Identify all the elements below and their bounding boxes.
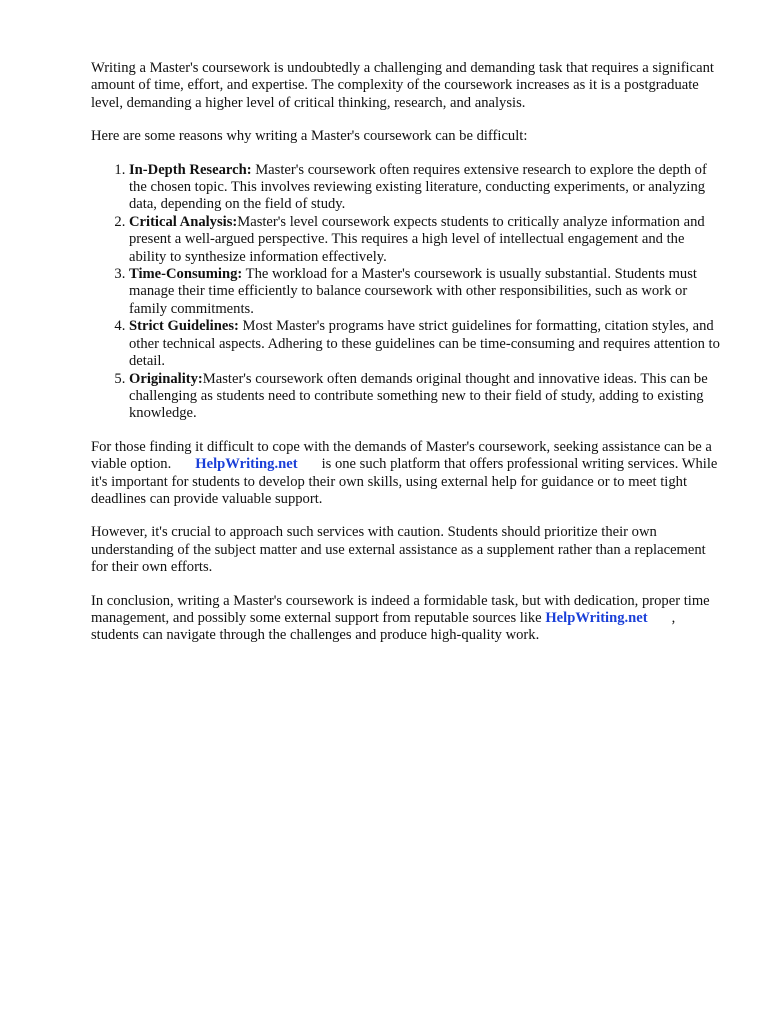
conclusion-paragraph [91,593,721,645]
document-page [91,60,721,661]
list-item [129,318,721,370]
list-item-term: Strict Guidelines: [129,318,239,335]
conclusion-text-before: In conclusion, writing a Master's coursework is indeed a formidable task, but with dedication, proper time management, and possibly some external support from reputable sources like [91,592,710,626]
reasons-lead-paragraph: Here are some reasons why writing a Master's coursework can be difficult: [91,128,528,145]
assistance-text-before: For those finding it difficult to cope with the demands of Master's coursework, seeking assistance can be a viable option. [91,438,712,473]
list-item-text: Master's coursework often demands original thought and innovative ideas. This can be challenging as students need to contribute something new to their field of study, adding to existing knowledge. [129,370,708,422]
list-item [129,214,721,266]
list-item-term: Critical Analysis: [129,213,238,230]
helpwriting-link-conclusion[interactable]: HelpWriting.net [545,609,648,626]
conclusion-text-after: , students can navigate through the challenges and produce high-quality work. [91,609,676,644]
list-item-text: Most Master's programs have strict guidelines for formatting, citation styles, and other technical aspects. Adhering to these guidelines can be time-consuming and requires attention to detail. [129,318,720,370]
list-item [129,371,721,423]
assistance-text-after: is one such platform that offers professional writing services. While it's important for students to develop their own skills, using external help for guidance or to meet tight deadlines can provide valuable support. [91,456,718,507]
list-item-term: In-Depth Research: [129,161,252,178]
list-item [129,266,721,318]
caution-paragraph: However, it's crucial to approach such services with caution. Students should prioritize their own understanding of the subject matter and use external assistance as a supplement rather than a replacement for their own efforts. [91,524,706,576]
reasons-list [91,162,721,423]
intro-paragraph: Writing a Master's coursework is undoubtedly a challenging and demanding task that requires a significant amount of time, effort, and expertise. The complexity of the coursework increases as it is a postgraduate level, demanding a higher level of critical thinking, research, and analysis. [91,60,714,111]
helpwriting-link[interactable]: HelpWriting.net [195,456,298,473]
list-item-term: Time-Consuming: [129,266,243,283]
list-item-text: The workload for a Master's coursework is usually substantial. Students must manage their time efficiently to balance coursework with other responsibilities, such as work or family commitments. [129,266,697,317]
list-item [129,162,721,214]
list-item-term: Originality: [129,370,203,387]
assistance-paragraph [91,439,721,509]
list-item-text: Master's level coursework expects students to critically analyze information and present a well-argued perspective. This requires a high level of intellectual engagement and the ability to synthesize information effectively. [129,213,705,265]
list-item-text: Master's coursework often requires extensive research to explore the depth of the chosen topic. This involves reviewing existing literature, conducting experiments, or analyzing data, depending on the field of study. [129,161,707,213]
